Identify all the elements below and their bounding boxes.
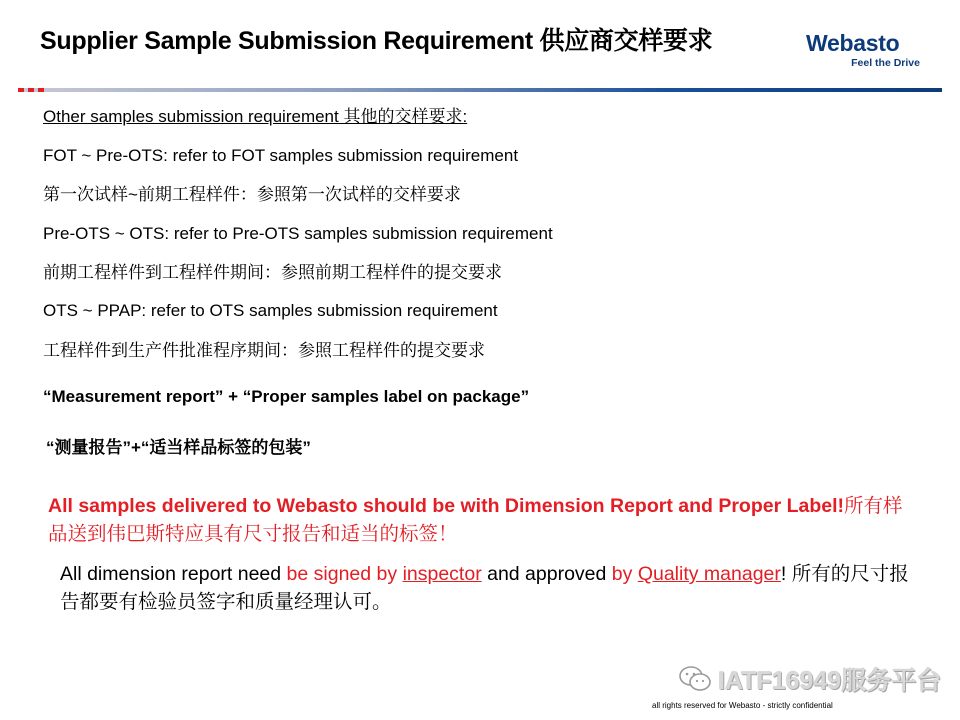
watermark xyxy=(678,662,941,696)
watermark-text: IATF16949服务平台 xyxy=(718,667,942,695)
notice-en: All samples delivered to Webasto should be with Dimension Report and Proper Label! xyxy=(48,495,845,517)
measurement-cn: “测量报告”+“适当样品标签的包装” xyxy=(46,438,311,457)
signature-requirement xyxy=(60,560,920,616)
sign-part-2: be signed by xyxy=(286,563,403,585)
sign-part-1: All dimension report need xyxy=(60,563,287,585)
notice-cn: 所有样品送到伟巴斯特应具有尺寸报告和适当的标签！ xyxy=(48,495,903,545)
wechat-icon xyxy=(678,665,712,693)
sign-part-4: and approved xyxy=(481,563,612,585)
webasto-logo xyxy=(806,30,926,70)
dimension-notice xyxy=(48,492,908,548)
rule-line: FOT ~ Pre-OTS: refer to FOT samples submission requirement xyxy=(43,146,519,165)
header-divider xyxy=(18,88,942,94)
section-heading: Other samples submission requirement 其他的交样要求: xyxy=(43,107,468,126)
rule-line: Pre-OTS ~ OTS: refer to Pre-OTS samples submission requirement xyxy=(43,224,553,243)
page-title: Supplier Sample Submission Requirement 供应商交样要求 xyxy=(40,27,713,55)
logo-word: Webasto xyxy=(806,30,900,56)
quality-manager-link: Quality manager xyxy=(637,563,781,585)
sign-part-7: ! 所有的尺寸报告都要有检验员签字和质量经理认可。 xyxy=(60,563,909,613)
rule-line: OTS ~ PPAP: refer to OTS samples submission requirement xyxy=(43,301,498,320)
rule-line: 工程样件到生产件批准程序期间：参照工程样件的提交要求 xyxy=(43,341,485,360)
inspector-link: inspector xyxy=(402,563,482,585)
rule-line: 第一次试样~前期工程样件：参照第一次试样的交样要求 xyxy=(43,185,461,204)
logo-tagline: Feel the Drive xyxy=(851,57,920,69)
footer-confidential: all rights reserved for Webasto - strictly confidential xyxy=(652,701,833,710)
sign-part-5: by xyxy=(611,563,638,585)
rule-line: 前期工程样件到工程样件期间：参照前期工程样件的提交要求 xyxy=(43,263,502,282)
measurement-en: “Measurement report” + “Proper samples label on package” xyxy=(43,387,530,406)
